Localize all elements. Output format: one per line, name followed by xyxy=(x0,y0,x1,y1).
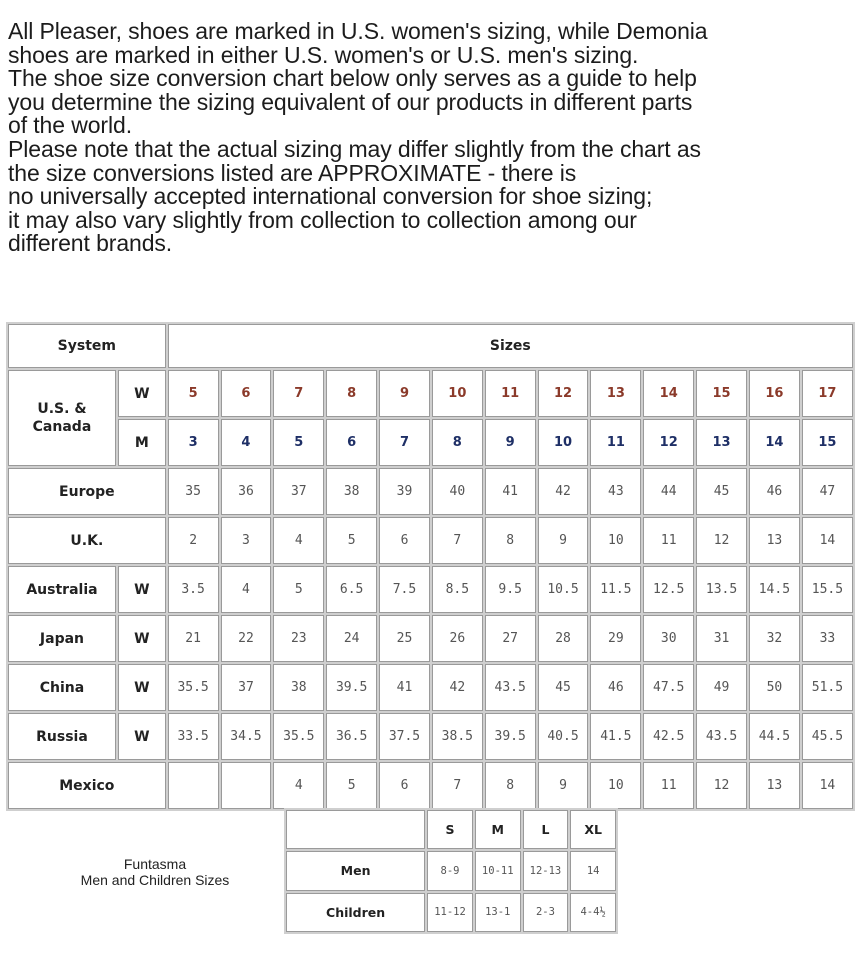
system-russia: Russia xyxy=(8,713,116,760)
china-size: 37 xyxy=(221,664,272,711)
us-women-size: 7 xyxy=(273,370,324,417)
intro-line: All Pleaser, shoes are marked in U.S. women's sizing, while Demonia xyxy=(8,18,708,44)
australia-size: 10.5 xyxy=(538,566,589,613)
europe-size: 42 xyxy=(538,468,589,515)
russia-size: 34.5 xyxy=(221,713,272,760)
u-k-size: 7 xyxy=(432,517,483,564)
intro-line: the size conversions listed are APPROXIMATE - there is xyxy=(8,159,577,186)
mexico-size: 11 xyxy=(643,762,694,809)
funtasma-label-line: Funtasma xyxy=(123,856,187,872)
us-women-size: 15 xyxy=(696,370,747,417)
intro-line: you determine the sizing equivalent of our products in different parts xyxy=(8,88,693,115)
japan-size: 29 xyxy=(590,615,641,662)
europe-size: 44 xyxy=(643,468,694,515)
system-us-canada xyxy=(8,370,116,466)
australia-size: 14.5 xyxy=(749,566,800,613)
system-japan: Japan xyxy=(8,615,116,662)
funtasma-children-size: 4-4½ xyxy=(570,893,616,932)
us-women-size: 12 xyxy=(538,370,589,417)
australia-size: 5 xyxy=(273,566,324,613)
japan-size: 28 xyxy=(538,615,589,662)
u-k-size: 11 xyxy=(643,517,694,564)
u-k-size: 13 xyxy=(749,517,800,564)
europe-size: 39 xyxy=(379,468,430,515)
china-size: 41 xyxy=(379,664,430,711)
funtasma-label-line: Men and Children Sizes xyxy=(80,872,230,888)
japan-size: 31 xyxy=(696,615,747,662)
system-header: System xyxy=(8,324,166,368)
russia-size: 45.5 xyxy=(802,713,853,760)
u-k-size: 2 xyxy=(168,517,219,564)
u-k-size: 14 xyxy=(802,517,853,564)
japan-size: 24 xyxy=(326,615,377,662)
mexico-size: 6 xyxy=(379,762,430,809)
intro-line: shoes are marked in either U.S. women's or U.S. men's sizing. xyxy=(8,41,639,68)
china-size: 43.5 xyxy=(485,664,536,711)
europe-size: 46 xyxy=(749,468,800,515)
funtasma-label xyxy=(56,856,254,888)
u-k-size: 10 xyxy=(590,517,641,564)
system-australia: Australia xyxy=(8,566,116,613)
us-women-size: 6 xyxy=(221,370,272,417)
us-women-size: 10 xyxy=(432,370,483,417)
funtasma-men-size: 8-9 xyxy=(427,851,473,890)
japan-size: 23 xyxy=(273,615,324,662)
australia-size: 15.5 xyxy=(802,566,853,613)
us-men-size: 14 xyxy=(749,419,800,466)
europe-size: 38 xyxy=(326,468,377,515)
funtasma-row-men: Men xyxy=(286,851,425,890)
japan-size: 30 xyxy=(643,615,694,662)
china-size: 47.5 xyxy=(643,664,694,711)
china-size: 42 xyxy=(432,664,483,711)
us-women-size: 9 xyxy=(379,370,430,417)
system-u-k: U.K. xyxy=(8,517,166,564)
intro-line: Please note that the actual sizing may differ slightly from the chart as xyxy=(8,135,701,162)
us-women-size: 17 xyxy=(802,370,853,417)
europe-size: 36 xyxy=(221,468,272,515)
china-size: 50 xyxy=(749,664,800,711)
u-k-size: 4 xyxy=(273,517,324,564)
japan-size: 25 xyxy=(379,615,430,662)
japan-size: 33 xyxy=(802,615,853,662)
mexico-size: 5 xyxy=(326,762,377,809)
funtasma-children-size: 11-12 xyxy=(427,893,473,932)
us-men-size: 10 xyxy=(538,419,589,466)
u-k-size: 3 xyxy=(221,517,272,564)
u-k-size: 9 xyxy=(538,517,589,564)
russia-size: 41.5 xyxy=(590,713,641,760)
europe-size: 47 xyxy=(802,468,853,515)
russia-size: 39.5 xyxy=(485,713,536,760)
china-size: 51.5 xyxy=(802,664,853,711)
us-women-size: 5 xyxy=(168,370,219,417)
china-size: 46 xyxy=(590,664,641,711)
funtasma-size-s: S xyxy=(427,810,473,849)
system-us-canada-line: Canada xyxy=(32,419,92,435)
europe-size: 41 xyxy=(485,468,536,515)
australia-size: 11.5 xyxy=(590,566,641,613)
intro-line: of the world. xyxy=(8,112,132,139)
europe-size: 35 xyxy=(168,468,219,515)
us-men-size: 6 xyxy=(326,419,377,466)
shoe-size-conversion-table xyxy=(6,322,855,811)
us-women-size: 11 xyxy=(485,370,536,417)
australia-size: 3.5 xyxy=(168,566,219,613)
japan-size: 27 xyxy=(485,615,536,662)
australia-women-tag: W xyxy=(118,566,166,613)
us-men-size: 12 xyxy=(643,419,694,466)
china-size: 39.5 xyxy=(326,664,377,711)
russia-size: 33.5 xyxy=(168,713,219,760)
us-women-size: 14 xyxy=(643,370,694,417)
russia-size: 44.5 xyxy=(749,713,800,760)
system-europe: Europe xyxy=(8,468,166,515)
us-men-size: 15 xyxy=(802,419,853,466)
australia-size: 12.5 xyxy=(643,566,694,613)
us-men-size: 3 xyxy=(168,419,219,466)
japan-size: 21 xyxy=(168,615,219,662)
mexico-size xyxy=(221,762,272,809)
funtasma-men-size: 12-13 xyxy=(523,851,569,890)
intro-line: The shoe size conversion chart below only serves as a guide to help xyxy=(8,65,697,92)
mexico-size xyxy=(168,762,219,809)
funtasma-size-xl: XL xyxy=(570,810,616,849)
mexico-size: 7 xyxy=(432,762,483,809)
russia-size: 35.5 xyxy=(273,713,324,760)
us-women-tag: W xyxy=(118,370,166,417)
funtasma-children-size: 13-1 xyxy=(475,893,521,932)
us-men-size: 9 xyxy=(485,419,536,466)
u-k-size: 6 xyxy=(379,517,430,564)
australia-size: 9.5 xyxy=(485,566,536,613)
russia-size: 42.5 xyxy=(643,713,694,760)
australia-size: 4 xyxy=(221,566,272,613)
us-men-size: 7 xyxy=(379,419,430,466)
u-k-size: 5 xyxy=(326,517,377,564)
funtasma-men-size: 14 xyxy=(570,851,616,890)
australia-size: 6.5 xyxy=(326,566,377,613)
china-size: 45 xyxy=(538,664,589,711)
china-size: 49 xyxy=(696,664,747,711)
funtasma-size-m: M xyxy=(475,810,521,849)
system-china: China xyxy=(8,664,116,711)
mexico-size: 12 xyxy=(696,762,747,809)
intro-line: no universally accepted international conversion for shoe sizing; xyxy=(8,183,653,210)
us-men-size: 11 xyxy=(590,419,641,466)
russia-women-tag: W xyxy=(118,713,166,760)
u-k-size: 8 xyxy=(485,517,536,564)
russia-size: 40.5 xyxy=(538,713,589,760)
mexico-size: 9 xyxy=(538,762,589,809)
europe-size: 43 xyxy=(590,468,641,515)
us-men-size: 5 xyxy=(273,419,324,466)
us-women-size: 16 xyxy=(749,370,800,417)
funtasma-row-children: Children xyxy=(286,893,425,932)
us-men-size: 13 xyxy=(696,419,747,466)
us-men-size: 8 xyxy=(432,419,483,466)
japan-size: 32 xyxy=(749,615,800,662)
china-women-tag: W xyxy=(118,664,166,711)
europe-size: 37 xyxy=(273,468,324,515)
us-women-size: 13 xyxy=(590,370,641,417)
australia-size: 7.5 xyxy=(379,566,430,613)
sizes-header: Sizes xyxy=(168,324,853,368)
funtasma-children-size: 2-3 xyxy=(523,893,569,932)
japan-women-tag: W xyxy=(118,615,166,662)
china-size: 35.5 xyxy=(168,664,219,711)
russia-size: 38.5 xyxy=(432,713,483,760)
mexico-size: 4 xyxy=(273,762,324,809)
us-men-tag: M xyxy=(118,419,166,466)
russia-size: 37.5 xyxy=(379,713,430,760)
us-men-size: 4 xyxy=(221,419,272,466)
intro-line: different brands. xyxy=(8,230,173,257)
mexico-size: 8 xyxy=(485,762,536,809)
japan-size: 26 xyxy=(432,615,483,662)
funtasma-size-table xyxy=(284,808,618,934)
mexico-size: 14 xyxy=(802,762,853,809)
europe-size: 45 xyxy=(696,468,747,515)
china-size: 38 xyxy=(273,664,324,711)
australia-size: 8.5 xyxy=(432,566,483,613)
europe-size: 40 xyxy=(432,468,483,515)
russia-size: 36.5 xyxy=(326,713,377,760)
mexico-size: 13 xyxy=(749,762,800,809)
funtasma-size-l: L xyxy=(523,810,569,849)
funtasma-men-size: 10-11 xyxy=(475,851,521,890)
australia-size: 13.5 xyxy=(696,566,747,613)
funtasma-corner-cell xyxy=(286,810,425,849)
system-mexico: Mexico xyxy=(8,762,166,809)
japan-size: 22 xyxy=(221,615,272,662)
u-k-size: 12 xyxy=(696,517,747,564)
intro-text xyxy=(8,20,860,256)
system-us-canada-line: U.S. & xyxy=(37,401,87,417)
us-women-size: 8 xyxy=(326,370,377,417)
russia-size: 43.5 xyxy=(696,713,747,760)
mexico-size: 10 xyxy=(590,762,641,809)
intro-line: it may also vary slightly from collection to collection among our xyxy=(8,206,637,233)
